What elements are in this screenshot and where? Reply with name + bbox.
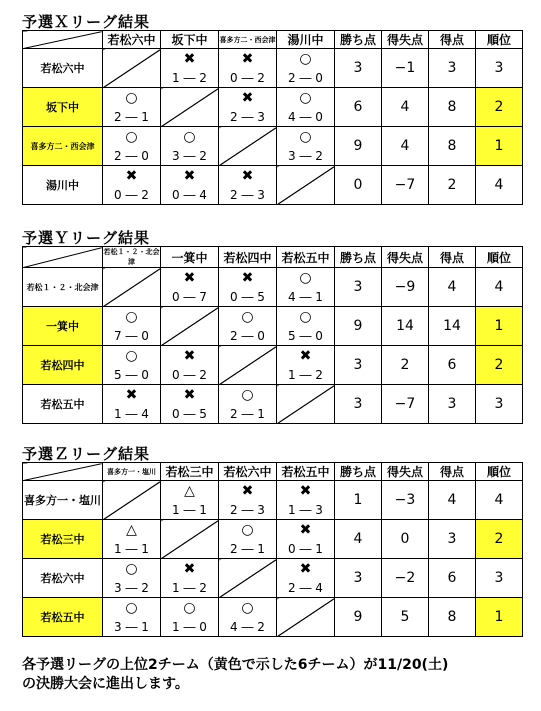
goals-value: 3 [429,385,476,424]
goal-diff-value: −9 [382,268,429,307]
loss-mark-icon: ✖ [183,348,196,364]
win-mark-icon: ○ [241,600,254,616]
header-row [23,31,523,49]
header-goals: 得点 [429,31,476,49]
match-score: 0 ― 5 [230,290,265,304]
win-mark-icon: ○ [125,309,138,325]
match-score: 2 ― 0 [288,71,323,85]
rank-value: 1 [476,598,523,637]
match-score: 3 ― 2 [172,149,207,163]
rank-value: 1 [476,307,523,346]
match-cell [277,268,335,307]
loss-mark-icon: ✖ [125,168,138,184]
win-mark-icon: ○ [299,129,312,145]
table-row [23,307,523,346]
match-cell [219,385,277,424]
table-row [23,127,523,166]
match-score: 0 ― 2 [172,368,207,382]
match-score: 1 ― 2 [288,368,323,382]
team-name: 若松五中 [23,385,103,424]
match-cell [277,346,335,385]
header-goal-diff: 得失点 [382,31,429,49]
match-score: 0 ― 5 [172,407,207,421]
league-y-title: 予選Ｙリーグ結果 [22,229,151,247]
goals-value: 4 [429,268,476,307]
points-value: 3 [335,49,382,88]
goal-diff-value: 4 [382,88,429,127]
goal-diff-value: 14 [382,307,429,346]
header-team: 一箕中 [161,247,219,268]
match-cell [103,346,161,385]
match-score: 2 ― 4 [288,581,323,595]
league-z-table [22,462,523,637]
points-value: 3 [335,559,382,598]
points-value: 6 [335,88,382,127]
match-cell [161,346,219,385]
table-row [23,166,523,205]
header-rank: 順位 [476,247,523,268]
draw-mark-icon: △ [184,483,195,499]
goals-value: 6 [429,346,476,385]
loss-mark-icon: ✖ [299,561,312,577]
points-value: 1 [335,481,382,520]
team-name: 若松１・２・北会津 [23,268,103,307]
header-row [23,463,523,481]
team-name: 喜多方二・西会津 [23,127,103,166]
rank-value: 3 [476,49,523,88]
points-value: 9 [335,307,382,346]
match-cell [219,481,277,520]
table-row [23,598,523,637]
win-mark-icon: ○ [183,600,196,616]
rank-value: 2 [476,520,523,559]
header-team: 若松四中 [219,247,277,268]
header-team: 喜多方一・塩川 [103,463,161,481]
match-score: 0 ― 7 [172,290,207,304]
header-team: 湯川中 [277,31,335,49]
win-mark-icon: ○ [125,90,138,106]
goals-value: 8 [429,598,476,637]
match-score: 2 ― 3 [230,110,265,124]
note-line-2: の決勝大会に進出します。 [22,676,189,692]
match-score: 2 ― 1 [230,542,265,556]
match-score: 4 ― 2 [230,620,265,634]
win-mark-icon: ○ [241,522,254,538]
goal-diff-value: 2 [382,346,429,385]
match-score: 3 ― 1 [114,620,149,634]
match-score: 4 ― 0 [288,110,323,124]
loss-mark-icon: ✖ [299,483,312,499]
match-score: 0 ― 4 [172,188,207,202]
match-cell [161,385,219,424]
rank-value: 4 [476,268,523,307]
header-goal-diff: 得失点 [382,463,429,481]
goals-value: 3 [429,520,476,559]
match-cell [219,49,277,88]
goals-value: 4 [429,481,476,520]
league-x-title: 予選Ｘリーグ結果 [22,13,151,31]
team-name: 若松五中 [23,598,103,637]
header-corner-diagonal [23,31,103,49]
win-mark-icon: ○ [125,600,138,616]
win-mark-icon: ○ [125,561,138,577]
header-corner-diagonal [23,247,103,268]
loss-mark-icon: ✖ [183,168,196,184]
table-row [23,346,523,385]
team-name: 一箕中 [23,307,103,346]
goal-diff-value: −7 [382,385,429,424]
win-mark-icon: ○ [241,309,254,325]
goal-diff-value: −7 [382,166,429,205]
goals-value: 14 [429,307,476,346]
match-score: 1 ― 1 [114,542,149,556]
header-points: 勝ち点 [335,247,382,268]
points-value: 9 [335,127,382,166]
loss-mark-icon: ✖ [241,270,254,286]
rank-value: 1 [476,127,523,166]
match-cell [103,559,161,598]
loss-mark-icon: ✖ [183,561,196,577]
team-name: 若松三中 [23,520,103,559]
win-mark-icon: ○ [299,51,312,67]
match-score: 2 ― 0 [114,149,149,163]
loss-mark-icon: ✖ [183,270,196,286]
match-cell [277,49,335,88]
match-cell [161,481,219,520]
match-score: 2 ― 3 [230,188,265,202]
rank-value: 2 [476,346,523,385]
self-match-diagonal [103,49,161,88]
rank-value: 4 [476,166,523,205]
match-cell [277,520,335,559]
self-match-diagonal [103,268,161,307]
match-cell [219,598,277,637]
team-name: 喜多方一・塩川 [23,481,103,520]
rank-value: 4 [476,481,523,520]
match-cell [103,88,161,127]
match-cell [277,481,335,520]
goal-diff-value: −3 [382,481,429,520]
match-score: 1 ― 1 [172,503,207,517]
table-row [23,520,523,559]
match-cell [219,166,277,205]
match-cell [277,127,335,166]
table-row [23,481,523,520]
header-points: 勝ち点 [335,463,382,481]
match-cell [103,598,161,637]
match-cell [219,88,277,127]
header-team: 若松１・２・北会津 [103,248,160,266]
header-goals: 得点 [429,463,476,481]
self-match-diagonal [103,481,161,520]
match-score: 2 ― 1 [230,407,265,421]
match-cell [219,520,277,559]
self-match-diagonal [161,88,219,127]
match-score: 2 ― 3 [230,503,265,517]
match-score: 1 ― 0 [172,620,207,634]
header-points: 勝ち点 [335,31,382,49]
header-row [23,247,523,268]
header-team: 若松六中 [219,463,277,481]
match-cell [161,559,219,598]
match-cell [161,166,219,205]
loss-mark-icon: ✖ [241,168,254,184]
note-line-1: 各予選リーグの上位2チーム（黄色で示した6チーム）が11/20(土) [22,657,449,673]
header-team: 喜多方二・西会津 [219,31,277,49]
match-cell [219,307,277,346]
header-goals: 得点 [429,247,476,268]
goal-diff-value: 0 [382,520,429,559]
self-match-diagonal [161,520,219,559]
header-team: 坂下中 [161,31,219,49]
match-cell [219,268,277,307]
match-cell [277,307,335,346]
loss-mark-icon: ✖ [125,387,138,403]
header-rank: 順位 [476,31,523,49]
table-row [23,385,523,424]
match-score: 5 ― 0 [288,329,323,343]
match-cell [103,166,161,205]
self-match-diagonal [161,307,219,346]
team-name: 坂下中 [23,88,103,127]
table-row [23,88,523,127]
loss-mark-icon: ✖ [299,522,312,538]
loss-mark-icon: ✖ [183,387,196,403]
win-mark-icon: ○ [125,129,138,145]
points-value: 3 [335,268,382,307]
match-score: 0 ― 2 [114,188,149,202]
league-x-table [22,30,523,205]
loss-mark-icon: ✖ [241,483,254,499]
match-score: 1 ― 3 [288,503,323,517]
points-value: 9 [335,598,382,637]
team-name: 湯川中 [23,166,103,205]
table-row [23,268,523,307]
team-name: 若松六中 [23,559,103,598]
header-goal-diff: 得失点 [382,247,429,268]
win-mark-icon: ○ [299,309,312,325]
header-rank: 順位 [476,463,523,481]
table-row [23,49,523,88]
league-z-title: 予選Ｚリーグ結果 [22,445,151,463]
header-team: 若松六中 [103,31,161,49]
points-value: 4 [335,520,382,559]
match-score: 1 ― 4 [114,407,149,421]
match-score: 2 ― 0 [230,329,265,343]
league-y-table [22,246,523,424]
header-corner-diagonal [23,463,103,481]
loss-mark-icon: ✖ [241,51,254,67]
team-name: 若松四中 [23,346,103,385]
self-match-diagonal [219,127,277,166]
match-score: 7 ― 0 [114,329,149,343]
match-score: 0 ― 2 [230,71,265,85]
rank-value: 3 [476,385,523,424]
match-score: 1 ― 2 [172,71,207,85]
match-cell [161,268,219,307]
draw-mark-icon: △ [126,522,137,538]
match-cell [277,88,335,127]
loss-mark-icon: ✖ [183,51,196,67]
win-mark-icon: ○ [299,270,312,286]
self-match-diagonal [277,166,335,205]
match-score: 4 ― 1 [288,290,323,304]
points-value: 0 [335,166,382,205]
team-name: 若松六中 [23,49,103,88]
match-cell [103,385,161,424]
win-mark-icon: ○ [241,387,254,403]
match-score: 0 ― 1 [288,542,323,556]
match-score: 5 ― 0 [114,368,149,382]
goals-value: 3 [429,49,476,88]
points-value: 3 [335,346,382,385]
rank-value: 3 [476,559,523,598]
loss-mark-icon: ✖ [299,348,312,364]
match-cell [161,127,219,166]
win-mark-icon: ○ [299,90,312,106]
qualification-note [22,656,532,694]
points-value: 3 [335,385,382,424]
match-score: 1 ― 2 [172,581,207,595]
match-score: 3 ― 2 [114,581,149,595]
match-cell [161,49,219,88]
goal-diff-value: 5 [382,598,429,637]
rank-value: 2 [476,88,523,127]
match-score: 2 ― 1 [114,110,149,124]
self-match-diagonal [277,385,335,424]
goal-diff-value: 4 [382,127,429,166]
match-cell [103,307,161,346]
self-match-diagonal [277,598,335,637]
self-match-diagonal [219,346,277,385]
table-row [23,559,523,598]
goal-diff-value: −2 [382,559,429,598]
self-match-diagonal [219,559,277,598]
win-mark-icon: ○ [125,348,138,364]
match-cell [103,127,161,166]
goal-diff-value: −1 [382,49,429,88]
match-cell [277,559,335,598]
win-mark-icon: ○ [183,129,196,145]
match-cell [161,598,219,637]
match-cell [103,520,161,559]
header-team: 若松五中 [277,247,335,268]
header-team: 若松五中 [277,463,335,481]
goals-value: 8 [429,88,476,127]
loss-mark-icon: ✖ [241,90,254,106]
goals-value: 6 [429,559,476,598]
goals-value: 2 [429,166,476,205]
match-score: 3 ― 2 [288,149,323,163]
header-team: 若松三中 [161,463,219,481]
goals-value: 8 [429,127,476,166]
